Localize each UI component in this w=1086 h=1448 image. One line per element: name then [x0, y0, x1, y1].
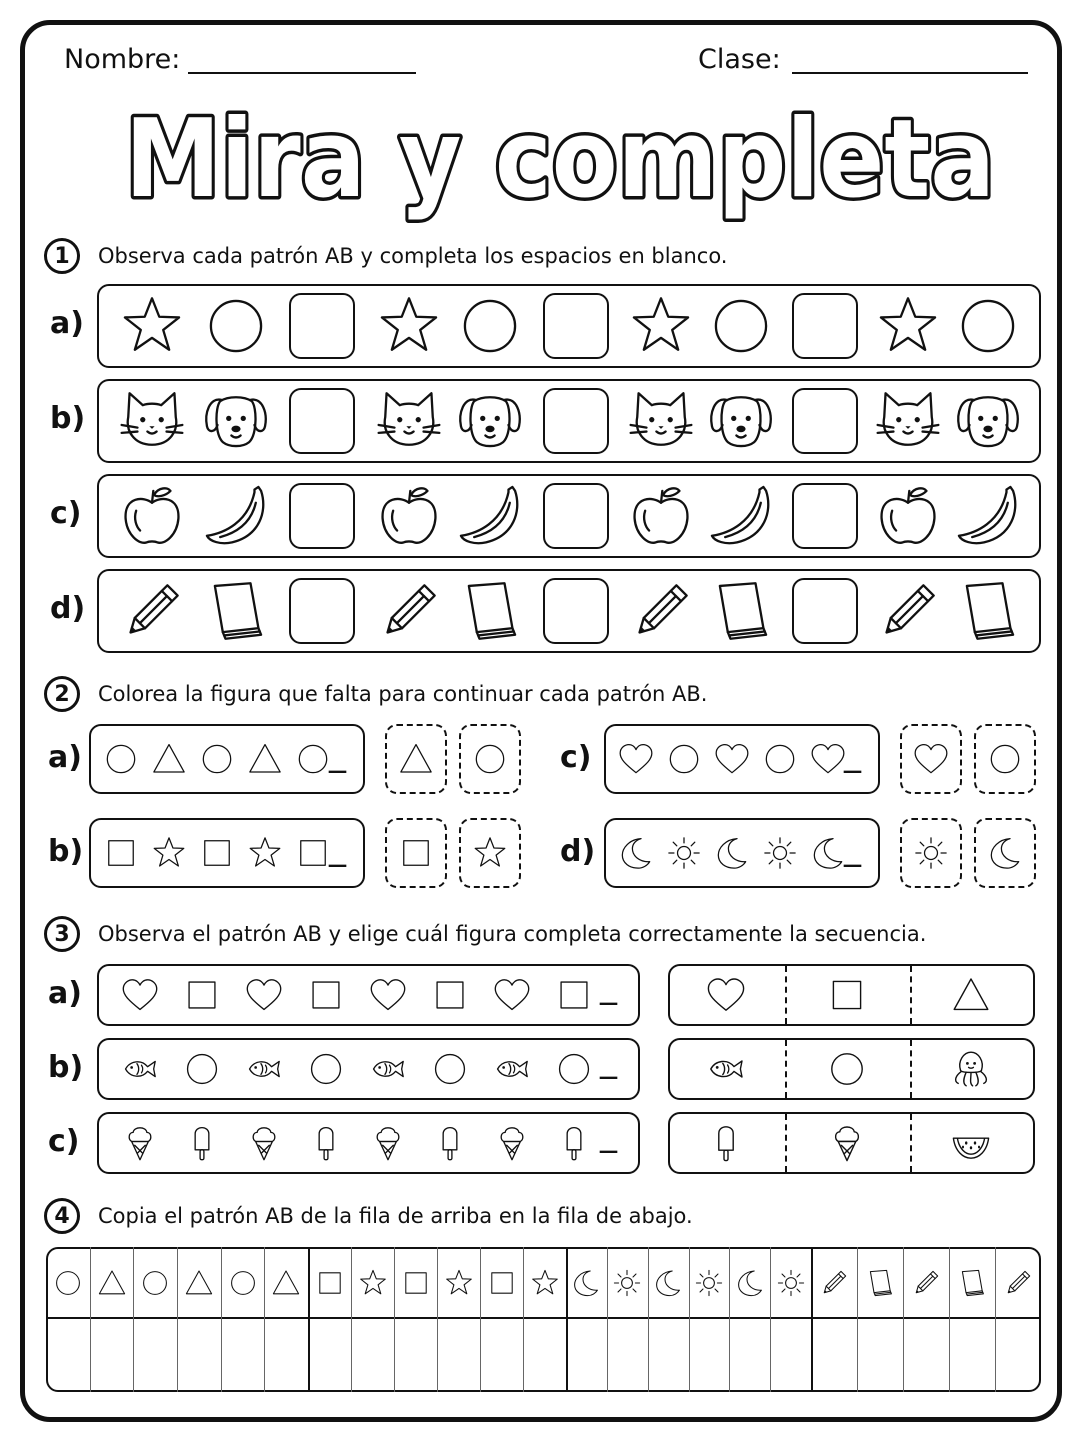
option-divider	[785, 966, 787, 1024]
dog-icon	[955, 388, 1021, 454]
section-2-blank-mark: _	[844, 734, 862, 774]
circle-icon	[53, 1268, 83, 1298]
class-label: Clase:	[698, 44, 781, 75]
star-icon	[472, 835, 508, 871]
cat-icon	[875, 388, 941, 454]
pencil-icon	[911, 1268, 941, 1298]
heart-icon	[810, 741, 846, 777]
circle-icon	[666, 741, 702, 777]
option-divider	[785, 1114, 787, 1172]
section-2-blank-mark: _	[844, 828, 862, 868]
circle-icon	[987, 741, 1023, 777]
section-2-row-label: a)	[48, 740, 82, 775]
moon-icon	[618, 835, 654, 871]
square-icon	[307, 976, 345, 1014]
copy-cell[interactable]	[179, 1320, 219, 1389]
book-icon	[955, 578, 1021, 644]
book-icon	[865, 1268, 895, 1298]
dog-icon	[203, 388, 269, 454]
square-icon	[487, 1268, 517, 1298]
circle-icon	[555, 1050, 593, 1088]
square-icon	[295, 835, 331, 871]
grid-cell-divider	[523, 1247, 524, 1392]
apple-icon	[376, 483, 442, 549]
copy-cell[interactable]	[92, 1320, 132, 1389]
answer-box[interactable]	[792, 293, 858, 359]
grid-cell-divider	[648, 1247, 649, 1392]
copy-cell[interactable]	[310, 1320, 349, 1389]
title-text: Mira y completa	[125, 97, 995, 222]
circle-icon	[431, 1050, 469, 1088]
section-1-row-label: d)	[50, 591, 86, 626]
icecream-icon	[121, 1124, 159, 1162]
page-title	[0, 90, 1086, 240]
answer-box[interactable]	[289, 578, 355, 644]
pencil-icon	[1003, 1268, 1033, 1298]
pencil-icon	[119, 578, 185, 644]
fish-icon	[706, 1049, 746, 1089]
triangle-icon	[271, 1268, 301, 1298]
cat-icon	[376, 388, 442, 454]
popsicle-icon	[307, 1124, 345, 1162]
grid-cell-divider	[90, 1247, 91, 1392]
star-icon	[151, 835, 187, 871]
pencil-icon	[628, 578, 694, 644]
triangle-icon	[398, 741, 434, 777]
section-2-instruction: Colorea la figura que falta para continuar cada patrón AB.	[98, 682, 708, 706]
sun-icon	[666, 835, 702, 871]
copy-cell[interactable]	[650, 1320, 687, 1389]
answer-box[interactable]	[289, 483, 355, 549]
star-icon	[444, 1268, 474, 1298]
section-1-heading	[44, 238, 727, 274]
section-3-blank-mark: _	[600, 1114, 618, 1154]
circle-icon	[140, 1268, 170, 1298]
banana-icon	[955, 483, 1021, 549]
option-divider	[910, 1114, 912, 1172]
star-icon	[119, 293, 185, 359]
sun-icon	[776, 1268, 806, 1298]
section-3-heading	[44, 916, 926, 952]
watermelon-icon	[951, 1123, 991, 1163]
circle-icon	[203, 293, 269, 359]
option-divider	[910, 966, 912, 1024]
copy-cell[interactable]	[135, 1320, 175, 1389]
section-3-blank-mark: _	[600, 966, 618, 1006]
sun-icon	[694, 1268, 724, 1298]
triangle-icon	[97, 1268, 127, 1298]
section-4-heading	[44, 1198, 693, 1234]
dog-icon	[457, 388, 523, 454]
copy-cell[interactable]	[731, 1320, 768, 1389]
icecream-icon	[369, 1124, 407, 1162]
book-icon	[957, 1268, 987, 1298]
dog-icon	[708, 388, 774, 454]
section-3-blank-mark: _	[600, 1040, 618, 1080]
copy-cell[interactable]	[48, 1320, 88, 1389]
sun-icon	[913, 835, 949, 871]
copy-cell[interactable]	[859, 1320, 901, 1389]
square-icon	[183, 976, 221, 1014]
icecream-icon	[493, 1124, 531, 1162]
copy-cell[interactable]	[813, 1320, 855, 1389]
triangle-icon	[184, 1268, 214, 1298]
heart-icon	[245, 976, 283, 1014]
star-icon	[247, 835, 283, 871]
grid-cell-divider	[221, 1247, 222, 1392]
copy-cell[interactable]	[609, 1320, 646, 1389]
answer-box[interactable]	[792, 388, 858, 454]
section-1-number: 1	[44, 238, 80, 274]
circle-icon	[183, 1050, 221, 1088]
popsicle-icon	[183, 1124, 221, 1162]
octopus-icon	[951, 1049, 991, 1089]
copy-cell[interactable]	[223, 1320, 263, 1389]
circle-icon	[457, 293, 523, 359]
copy-cell[interactable]	[266, 1320, 306, 1389]
name-label: Nombre:	[64, 44, 181, 75]
grid-cell-divider	[264, 1247, 265, 1392]
circle-icon	[955, 293, 1021, 359]
banana-icon	[457, 483, 523, 549]
square-icon	[103, 835, 139, 871]
book-icon	[457, 578, 523, 644]
copy-cell[interactable]	[525, 1320, 564, 1389]
section-1-row-label: c)	[50, 496, 82, 531]
apple-icon	[875, 483, 941, 549]
section-3-instruction: Observa el patrón AB y elige cuál figura completa correctamente la secuencia.	[98, 922, 927, 946]
circle-icon	[762, 741, 798, 777]
heart-icon	[913, 741, 949, 777]
section-3-row-label: a)	[48, 976, 82, 1011]
grid-cell-divider	[394, 1247, 395, 1392]
circle-icon	[228, 1268, 258, 1298]
copy-cell[interactable]	[353, 1320, 392, 1389]
circle-icon	[708, 293, 774, 359]
section-3-row-label: c)	[48, 1124, 80, 1159]
apple-icon	[119, 483, 185, 549]
star-icon	[628, 293, 694, 359]
star-icon	[875, 293, 941, 359]
section-4-instruction: Copia el patrón AB de la fila de arriba en la fila de abajo.	[98, 1204, 693, 1228]
section-2-row-label: b)	[48, 834, 84, 869]
answer-box[interactable]	[792, 483, 858, 549]
heart-icon	[618, 741, 654, 777]
fish-icon	[493, 1050, 531, 1088]
grid-cell-divider	[437, 1247, 438, 1392]
circle-icon	[199, 741, 235, 777]
popsicle-icon	[431, 1124, 469, 1162]
heart-icon	[369, 976, 407, 1014]
grid-row-divider	[46, 1317, 1041, 1319]
square-icon	[431, 976, 469, 1014]
banana-icon	[708, 483, 774, 549]
moon-icon	[735, 1268, 765, 1298]
square-icon	[199, 835, 235, 871]
star-icon	[376, 293, 442, 359]
section-2-heading	[44, 676, 707, 712]
book-icon	[708, 578, 774, 644]
grid-cell-divider	[133, 1247, 134, 1392]
section-2-blank-mark: _	[329, 828, 347, 868]
section-2-row-label: d)	[560, 834, 596, 869]
section-3-row-label: b)	[48, 1050, 84, 1085]
circle-icon	[472, 741, 508, 777]
moon-icon	[714, 835, 750, 871]
copy-cell[interactable]	[439, 1320, 478, 1389]
square-icon	[315, 1268, 345, 1298]
book-icon	[203, 578, 269, 644]
sun-icon	[612, 1268, 642, 1298]
fish-icon	[245, 1050, 283, 1088]
popsicle-icon	[555, 1124, 593, 1162]
copy-cell[interactable]	[396, 1320, 435, 1389]
cat-icon	[628, 388, 694, 454]
icecream-icon	[245, 1124, 283, 1162]
square-icon	[555, 976, 593, 1014]
moon-icon	[810, 835, 846, 871]
answer-box[interactable]	[543, 578, 609, 644]
answer-box[interactable]	[289, 293, 355, 359]
square-icon	[398, 835, 434, 871]
pencil-icon	[819, 1268, 849, 1298]
section-2-number: 2	[44, 676, 80, 712]
grid-cell-divider	[903, 1247, 904, 1392]
heart-icon	[714, 741, 750, 777]
class-field[interactable]	[792, 72, 1028, 74]
triangle-icon	[151, 741, 187, 777]
answer-box[interactable]	[289, 388, 355, 454]
grid-cell-divider	[729, 1247, 730, 1392]
icecream-icon	[827, 1123, 867, 1163]
section-2-row-label: c)	[560, 740, 592, 775]
grid-cell-divider	[177, 1247, 178, 1392]
answer-box[interactable]	[792, 578, 858, 644]
grid-cell-divider	[480, 1247, 481, 1392]
section-1-instruction: Observa cada patrón AB y completa los espacios en blanco.	[98, 244, 728, 268]
triangle-icon	[951, 975, 991, 1015]
copy-cell[interactable]	[951, 1320, 993, 1389]
copy-cell[interactable]	[997, 1320, 1039, 1389]
circle-icon	[827, 1049, 867, 1089]
grid-cell-divider	[857, 1247, 858, 1392]
section-1-row-label: b)	[50, 401, 86, 436]
triangle-icon	[247, 741, 283, 777]
square-icon	[827, 975, 867, 1015]
popsicle-icon	[706, 1123, 746, 1163]
fish-icon	[121, 1050, 159, 1088]
moon-icon	[571, 1268, 601, 1298]
pencil-icon	[376, 578, 442, 644]
star-icon	[530, 1268, 560, 1298]
heart-icon	[706, 975, 746, 1015]
cat-icon	[119, 388, 185, 454]
pencil-icon	[875, 578, 941, 644]
grid-cell-divider	[689, 1247, 690, 1392]
answer-box[interactable]	[543, 483, 609, 549]
fish-icon	[369, 1050, 407, 1088]
answer-box[interactable]	[543, 293, 609, 359]
moon-icon	[987, 835, 1023, 871]
square-icon	[401, 1268, 431, 1298]
copy-cell[interactable]	[905, 1320, 947, 1389]
heart-icon	[121, 976, 159, 1014]
option-divider	[785, 1040, 787, 1098]
copy-cell[interactable]	[568, 1320, 605, 1389]
heart-icon	[493, 976, 531, 1014]
star-icon	[358, 1268, 388, 1298]
apple-icon	[628, 483, 694, 549]
grid-cell-divider	[949, 1247, 950, 1392]
grid-cell-divider	[770, 1247, 771, 1392]
option-divider	[910, 1040, 912, 1098]
answer-box[interactable]	[543, 388, 609, 454]
grid-cell-divider	[607, 1247, 608, 1392]
section-1-row-label: a)	[50, 306, 84, 341]
section-3-number: 3	[44, 916, 80, 952]
copy-cell[interactable]	[482, 1320, 521, 1389]
banana-icon	[203, 483, 269, 549]
grid-cell-divider	[995, 1247, 996, 1392]
grid-cell-divider	[351, 1247, 352, 1392]
section-2-blank-mark: _	[329, 734, 347, 774]
sun-icon	[762, 835, 798, 871]
copy-cell[interactable]	[691, 1320, 728, 1389]
circle-icon	[103, 741, 139, 777]
copy-cell[interactable]	[772, 1320, 809, 1389]
section-4-number: 4	[44, 1198, 80, 1234]
moon-icon	[653, 1268, 683, 1298]
circle-icon	[307, 1050, 345, 1088]
circle-icon	[295, 741, 331, 777]
name-field[interactable]	[188, 72, 416, 74]
